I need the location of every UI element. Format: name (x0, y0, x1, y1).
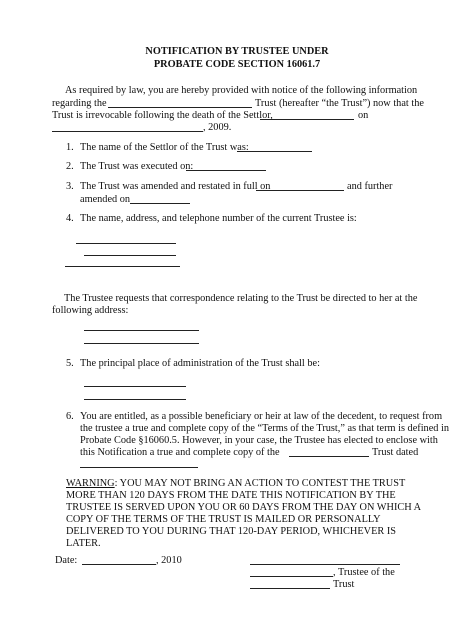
intro-year: , 2009. (203, 122, 232, 133)
warning-line-2: MORE THAN 120 DAYS FROM THE DATE THIS NOTIFICATION BY THE (66, 490, 396, 501)
warning-line-3: TRUSTEE IS SERVED UPON YOU OR 60 DAYS FROM THE DAY ON WHICH A (66, 502, 422, 513)
document-title-line-1: NOTIFICATION BY TRUSTEE UNDER (145, 46, 329, 57)
warning-line-1-text: : YOU MAY NOT BRING AN ACTION TO CONTEST THE TRUST (114, 478, 406, 489)
warning-line-5: DELIVERED TO YOU DURING THAT 120-DAY PERIOD, WHICHEVER IS (66, 526, 396, 537)
correspondence-blank-1 (84, 330, 199, 331)
restated-date-blank (256, 190, 344, 191)
item-2-text: The Trust was executed on: (80, 161, 194, 172)
date-label: Date: (55, 555, 78, 566)
document-title-line-2: PROBATE CODE SECTION 16061.7 (153, 59, 321, 70)
item-6-line-4: this Notification a true and complete copy of the (80, 447, 280, 458)
item-3-text: The Trust was amended and restated in full on (80, 181, 271, 192)
item-3-number: 3. (66, 181, 74, 192)
item-5-number: 5. (66, 358, 74, 369)
date-blank (82, 564, 156, 565)
warning-label: WARNING (66, 478, 115, 489)
trustee-name-blank (250, 576, 333, 577)
settlor-blank (260, 119, 354, 120)
item-6-line-3: Probate Code §16060.5. However, in your case, the Trustee has elected to enclose with (80, 435, 438, 446)
executed-date-blank (186, 170, 266, 171)
trustee-info-blank-2 (84, 255, 176, 256)
item-1-text: The name of the Settlor of the Trust was: (80, 142, 249, 153)
intro-irrevocable-text: Trust is irrevocable following the death of the Settlor, (52, 110, 273, 121)
admin-place-blank-1 (84, 386, 186, 387)
item-6-number: 6. (66, 411, 74, 422)
item-6-trust-dated: Trust dated (372, 447, 419, 458)
item-4-text: The name, address, and telephone number of the current Trustee is: (80, 213, 357, 224)
intro-line-1: As required by law, you are hereby provided with notice of the following information (65, 85, 418, 96)
correspondence-line-1: The Trustee requests that correspondence relating to the Trust be directed to her at the (64, 293, 418, 304)
warning-line-4: COPY OF THE TERMS OF THE TRUST IS MAILED OR PERSONALLY (66, 514, 381, 525)
trustee-info-blank-3 (65, 266, 180, 267)
signature-line (250, 564, 400, 565)
intro-regarding-label: regarding the (52, 98, 107, 109)
intro-trust-text: Trust (hereafter “the Trust”) now that the (255, 98, 424, 109)
trust-copy-blank (289, 456, 369, 457)
death-date-blank (52, 131, 203, 132)
item-1-number: 1. (66, 142, 74, 153)
item-4-number: 4. (66, 213, 74, 224)
item-3-amended-on: amended on (80, 194, 131, 205)
item-5-text: The principal place of administration of the Trust shall be: (80, 358, 320, 369)
trustee-of-label: , Trustee of the (333, 567, 395, 578)
correspondence-line-2: following address: (52, 305, 129, 316)
item-6-line-2: the trustee a true and complete copy of the “Terms of the Trust,” as that term is defined in (80, 423, 450, 434)
trustee-info-blank-1 (76, 243, 176, 244)
item-3-further: and further (347, 181, 393, 192)
trust-name-blank (108, 107, 252, 108)
intro-on-label: on (358, 110, 369, 121)
date-year: , 2010 (156, 555, 182, 566)
trust-dated-blank (80, 467, 198, 468)
trust-name-signature-blank (250, 588, 330, 589)
settlor-name-blank (237, 151, 312, 152)
item-2-number: 2. (66, 161, 74, 172)
warning-line-6: LATER. (66, 538, 101, 549)
correspondence-blank-2 (84, 343, 199, 344)
item-6-line-1: You are entitled, as a possible beneficiary or heir at law of the decedent, to request from (80, 411, 443, 422)
admin-place-blank-2 (84, 399, 186, 400)
amended-date-blank (130, 203, 190, 204)
trust-label: Trust (333, 579, 355, 590)
